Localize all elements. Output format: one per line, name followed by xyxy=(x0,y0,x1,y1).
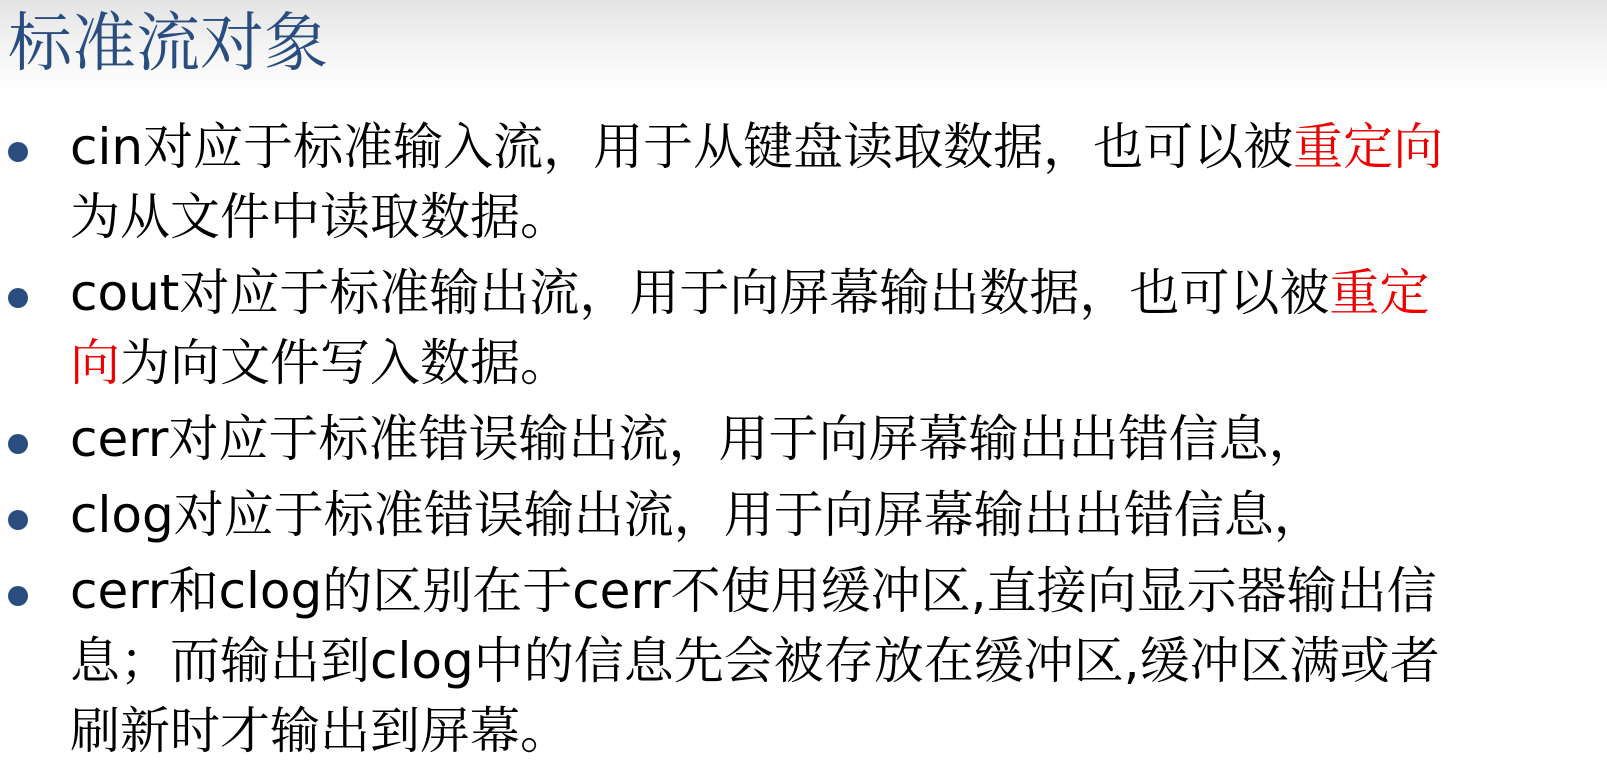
line-text: clog对应于标准错误输出流，用于向屏幕输出出错信息， xyxy=(70,486,1324,544)
bullet-line xyxy=(70,626,1607,696)
bullet-line xyxy=(70,112,1607,182)
bullet-dot-icon xyxy=(8,434,28,454)
bullet-item-clog xyxy=(0,480,1607,550)
line-text: cout对应于标准输出流，用于向屏幕输出数据，也可以被 xyxy=(70,264,1330,322)
bullet-item-cout xyxy=(0,258,1607,398)
bullet-line xyxy=(70,182,1607,252)
line-text: cin对应于标准输入流，用于从键盘读取数据，也可以被 xyxy=(70,118,1294,176)
highlight-text: 向 xyxy=(70,334,120,392)
highlight-text: 重定向 xyxy=(1293,118,1444,176)
bullet-dot-icon xyxy=(8,586,28,606)
bullet-line xyxy=(70,556,1607,626)
bullet-list xyxy=(0,112,1607,772)
line-text: cerr和clog的区别在于cerr不使用缓冲区,直接向显示器输出信 xyxy=(70,562,1437,620)
bullet-line xyxy=(70,480,1607,550)
line-text: 刷新时才输出到屏幕。 xyxy=(70,702,570,760)
bullet-line xyxy=(70,696,1607,766)
bullet-item-difference xyxy=(0,556,1607,766)
highlight-text: 重定 xyxy=(1329,264,1430,322)
bullet-dot-icon xyxy=(8,142,28,162)
bullet-item-cin xyxy=(0,112,1607,252)
bullet-dot-icon xyxy=(8,288,28,308)
bullet-line xyxy=(70,258,1607,328)
bullet-line xyxy=(70,404,1607,474)
line-text: cerr对应于标准错误输出流，用于向屏幕输出出错信息， xyxy=(70,410,1319,468)
bullet-line xyxy=(70,328,1607,398)
bullet-dot-icon xyxy=(8,510,28,530)
page-title: 标准流对象 xyxy=(8,7,328,81)
line-text-tail: 为从文件中读取数据。 xyxy=(70,188,570,246)
bullet-item-cerr xyxy=(0,404,1607,474)
line-text: 息；而输出到clog中的信息先会被存放在缓冲区,缓冲区满或者 xyxy=(70,632,1440,690)
line-text-tail: 为向文件写入数据。 xyxy=(120,334,570,392)
